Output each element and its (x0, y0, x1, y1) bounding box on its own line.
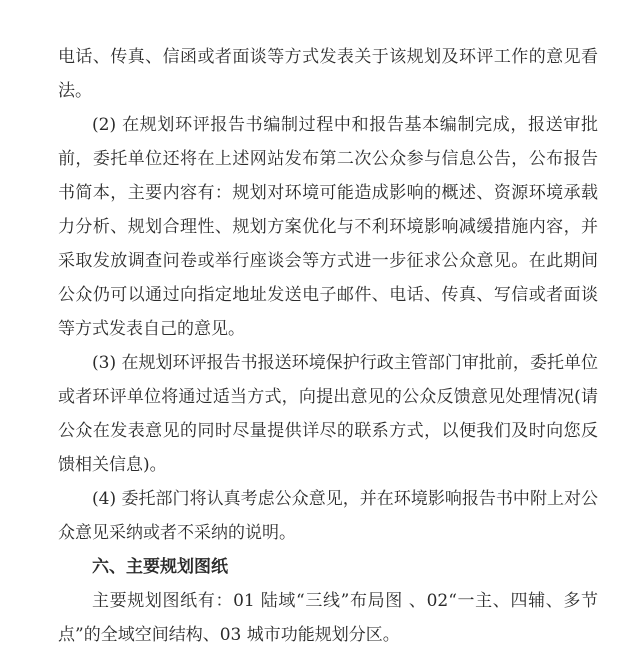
paragraph-item-4: (4) 委托部门将认真考虑公众意见，并在环境影响报告书中附上对公众意见采纳或者不采纳的说明。 (58, 489, 598, 543)
paragraph-planning-drawings: 主要规划图纸有：01 陆域“三线”布局图 、02“一主、四辅、多节点”的全域空间结构、03 城市功能规划分区。 (58, 591, 598, 645)
paragraph-item-3: (3) 在规划环评报告书报送环境保护行政主管部门审批前，委托单位或者环评单位将通过适当方式，向提出意见的公众反馈意见处理情况(请公众在发表意见的同时尽量提供详尽的联系方式，以便我们及时向您反馈相关信息)。 (58, 353, 598, 475)
paragraph-contact-methods: 电话、传真、信函或者面谈等方式发表关于该规划及环评工作的意见看法。 (58, 47, 598, 101)
section-heading: 六、主要规划图纸 (92, 557, 228, 577)
paragraph-item-2: (2) 在规划环评报告书编制过程中和报告基本编制完成，报送审批前，委托单位还将在上述网站发布第二次公众参与信息公告，公布报告书简本，主要内容有：规划对环境可能造成影响的概述、资源环境承载力分析、规划合理性、规划方案优化与不利环境影响减缓措施内容，并采取发放调查问卷或举行座谈会等方式进一步征求公众意见。在此期间公众仍可以通过向指定地址发送电子邮件、电话、传真、写信或者面谈等方式发表自己的意见。 (58, 115, 598, 339)
document-page (58, 40, 598, 652)
